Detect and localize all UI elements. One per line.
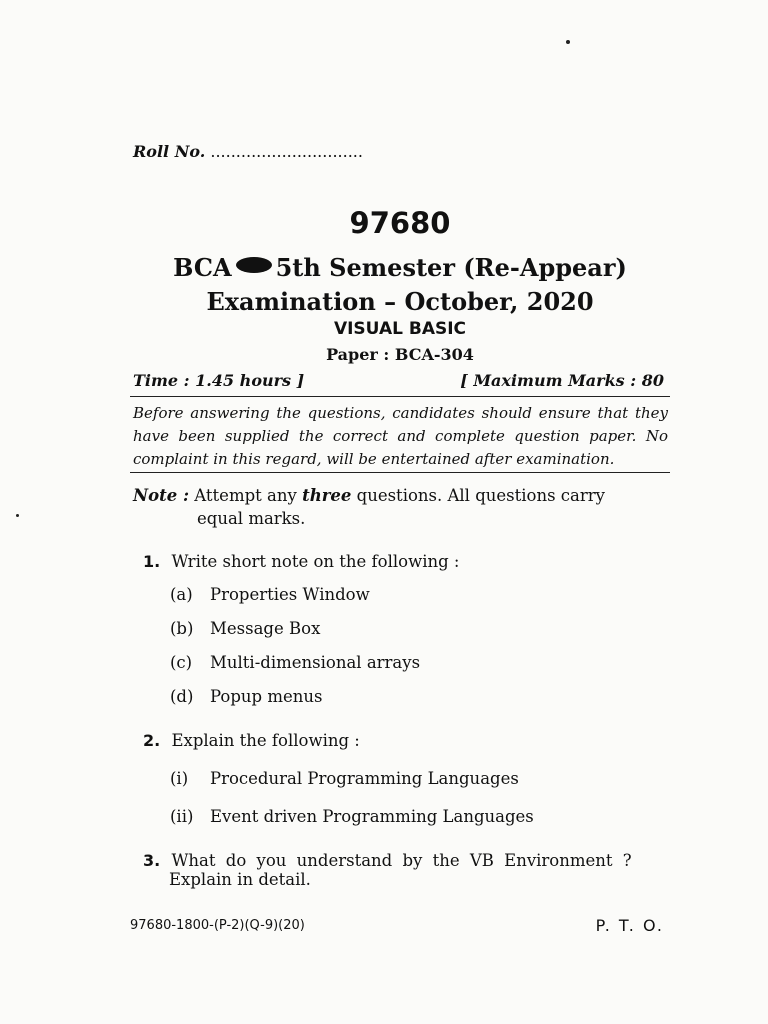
question-text: Explain the following : <box>171 731 360 750</box>
instructions: Before answering the questions, candidates should ensure that they have been supplied the correct and complete question paper. No complaint in this regard, will be entertained after examination. <box>133 404 668 468</box>
question-2 <box>143 731 360 750</box>
question-number: 1. <box>143 552 161 571</box>
question-3 <box>143 851 668 889</box>
subject-name: VISUAL BASIC <box>333 319 467 339</box>
note-label: Note : <box>133 486 190 505</box>
time-allowed: Time : 1.45 hours ] <box>133 371 305 390</box>
list-item: (a) Properties Window <box>170 585 370 604</box>
maximum-marks: [ Maximum Marks : 80 <box>460 371 664 390</box>
roll-blank: .............................. <box>210 142 363 161</box>
question-number: 2. <box>143 731 161 750</box>
note-continuation: equal marks. <box>197 509 306 528</box>
semester: 5th Semester (Re-Appear) <box>275 253 627 282</box>
roll-label: Roll No. <box>133 142 206 161</box>
question-text: What do you understand by the VB Environment ? <box>171 851 632 870</box>
note <box>133 484 668 530</box>
question-1 <box>143 552 459 571</box>
course-name: BCA <box>173 253 232 282</box>
question-number: 3. <box>143 851 161 870</box>
note-emphasis: three <box>302 486 352 505</box>
list-item: (ii) Event driven Programming Languages <box>170 807 534 826</box>
paper-code: 97680 <box>349 206 451 240</box>
exam-title <box>0 253 768 282</box>
note-text-before: Attempt any <box>194 486 297 505</box>
list-item: (i) Procedural Programming Languages <box>170 769 519 788</box>
note-text-after: questions. All questions carry <box>356 486 605 505</box>
speck <box>16 514 19 517</box>
page-turn-over: P. T. O. <box>595 916 664 935</box>
list-item: (d) Popup menus <box>170 687 323 706</box>
list-item: (c) Multi-dimensional arrays <box>170 653 421 672</box>
exam-session: Examination – October, 2020 <box>206 287 594 316</box>
list-item: (b) Message Box <box>170 619 321 638</box>
speck <box>566 40 570 44</box>
divider-top <box>130 396 670 397</box>
roll-number-line <box>133 142 363 161</box>
footer-code: 97680-1800-(P-2)(Q-9)(20) <box>130 918 305 933</box>
paper-number: Paper : BCA-304 <box>326 345 474 364</box>
redaction-blot <box>236 257 272 273</box>
divider-bottom <box>130 472 670 473</box>
question-text-continued: Explain in detail. <box>169 870 311 889</box>
question-text: Write short note on the following : <box>171 552 460 571</box>
